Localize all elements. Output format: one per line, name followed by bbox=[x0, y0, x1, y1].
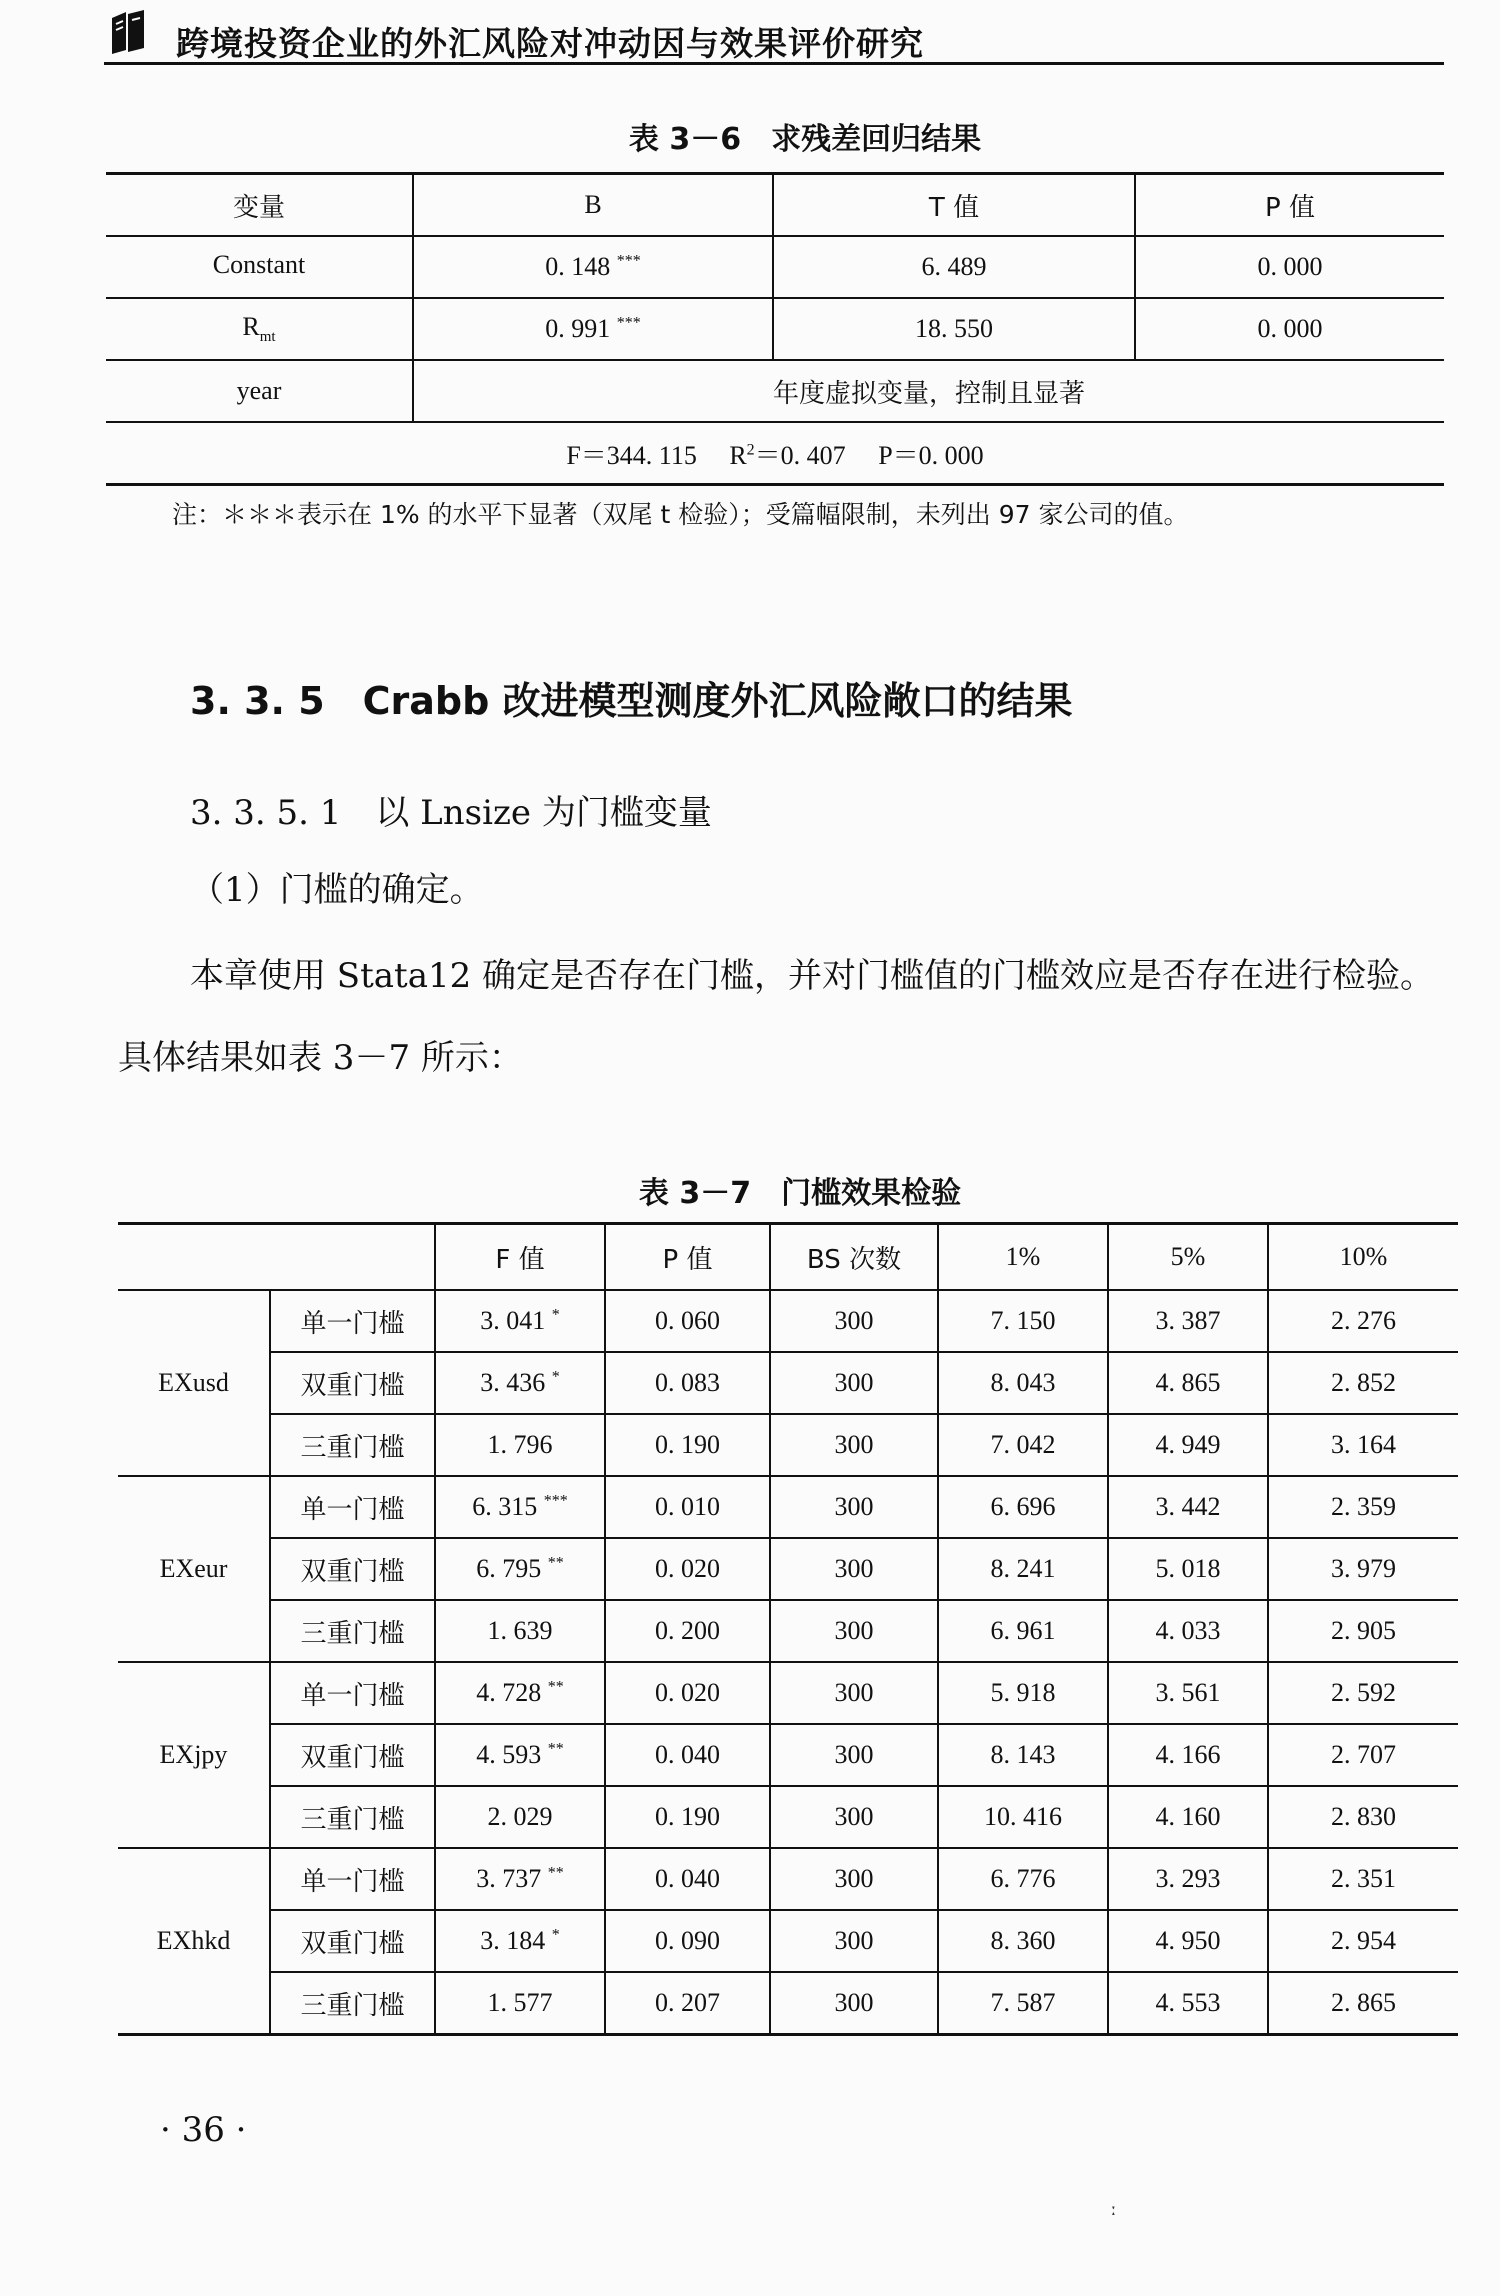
threshold-type: 三重门槛 bbox=[270, 1786, 435, 1848]
critical-10pct-cell: 2. 592 bbox=[1268, 1662, 1458, 1724]
empty-header-cell bbox=[118, 1224, 435, 1291]
critical-5pct-cell: 4. 865 bbox=[1108, 1352, 1268, 1414]
t-value-cell: 6. 489 bbox=[773, 236, 1135, 298]
f-value-cell: 3. 184 * bbox=[435, 1910, 605, 1972]
critical-5pct-cell: 4. 949 bbox=[1108, 1414, 1268, 1476]
table-row bbox=[118, 1662, 1458, 1724]
coef-b-cell: 0. 148 *** bbox=[413, 236, 773, 298]
critical-10pct-cell: 2. 865 bbox=[1268, 1972, 1458, 2035]
f-value-cell: 4. 593 ** bbox=[435, 1724, 605, 1786]
critical-1pct-cell: 8. 241 bbox=[938, 1538, 1108, 1600]
scan-mark: ː bbox=[1110, 2196, 1117, 2220]
column-header: T 值 bbox=[773, 174, 1135, 237]
critical-5pct-cell: 5. 018 bbox=[1108, 1538, 1268, 1600]
p-value-cell: 0. 200 bbox=[605, 1600, 770, 1662]
t-value-cell: 18. 550 bbox=[773, 298, 1135, 360]
p-value-cell: 0. 040 bbox=[605, 1724, 770, 1786]
table-3-6-note: 注：＊＊＊表示在 1% 的水平下显著（双尾 t 检验）；受篇幅限制，未列出 97 家公司的值。 bbox=[172, 500, 1189, 529]
list-item-heading: （1）门槛的确定。 bbox=[190, 870, 484, 910]
column-header: B bbox=[413, 174, 773, 237]
critical-1pct-cell: 10. 416 bbox=[938, 1786, 1108, 1848]
group-label: EXeur bbox=[118, 1476, 270, 1662]
bs-count-cell: 300 bbox=[770, 1414, 938, 1476]
critical-5pct-cell: 4. 033 bbox=[1108, 1600, 1268, 1662]
r-squared: $R^2=0$. 407 bbox=[729, 440, 846, 470]
bs-count-cell: 300 bbox=[770, 1352, 938, 1414]
p-value-cell: 0. 000 bbox=[1135, 298, 1444, 360]
critical-10pct-cell: 2. 905 bbox=[1268, 1600, 1458, 1662]
p-value-cell: 0. 000 bbox=[1135, 236, 1444, 298]
p-value-cell: 0. 010 bbox=[605, 1476, 770, 1538]
bs-count-cell: 300 bbox=[770, 1290, 938, 1352]
critical-1pct-cell: 5. 918 bbox=[938, 1662, 1108, 1724]
p-value-cell: 0. 190 bbox=[605, 1414, 770, 1476]
critical-10pct-cell: 2. 351 bbox=[1268, 1848, 1458, 1910]
group-label: EXjpy bbox=[118, 1662, 270, 1848]
table-3-6-caption: 表 3－6 求残差回归结果 bbox=[628, 122, 982, 157]
critical-1pct-cell: 7. 587 bbox=[938, 1972, 1108, 2035]
critical-5pct-cell: 4. 553 bbox=[1108, 1972, 1268, 2035]
critical-10pct-cell: 2. 276 bbox=[1268, 1290, 1458, 1352]
f-value-cell: 6. 795 ** bbox=[435, 1538, 605, 1600]
table-row bbox=[118, 1972, 1458, 2035]
bs-count-cell: 300 bbox=[770, 1910, 938, 1972]
critical-1pct-cell: 7. 150 bbox=[938, 1290, 1108, 1352]
threshold-type: 单一门槛 bbox=[270, 1662, 435, 1724]
critical-1pct-cell: 8. 360 bbox=[938, 1910, 1108, 1972]
row-variable: Constant bbox=[106, 236, 413, 298]
column-header: BS 次数 bbox=[770, 1224, 938, 1291]
critical-1pct-cell: 7. 042 bbox=[938, 1414, 1108, 1476]
f-value-cell: 4. 728 ** bbox=[435, 1662, 605, 1724]
page-number: · 36 · bbox=[160, 2110, 247, 2150]
threshold-type: 三重门槛 bbox=[270, 1414, 435, 1476]
bs-count-cell: 300 bbox=[770, 1786, 938, 1848]
row-variable: year bbox=[106, 360, 413, 422]
stats-row bbox=[106, 422, 1444, 485]
bs-count-cell: 300 bbox=[770, 1724, 938, 1786]
header-rule bbox=[104, 62, 1444, 65]
table-row bbox=[118, 1848, 1458, 1910]
table-row bbox=[118, 1910, 1458, 1972]
column-header: 变量 bbox=[106, 174, 413, 237]
threshold-type: 单一门槛 bbox=[270, 1476, 435, 1538]
column-header: 10% bbox=[1268, 1224, 1458, 1291]
threshold-type: 单一门槛 bbox=[270, 1848, 435, 1910]
f-value-cell: 3. 737 ** bbox=[435, 1848, 605, 1910]
threshold-type: 三重门槛 bbox=[270, 1972, 435, 2035]
table-header-row bbox=[106, 174, 1444, 237]
group-label: EXusd bbox=[118, 1290, 270, 1476]
table-3-7 bbox=[118, 1222, 1458, 2036]
p-stat: P＝0. 000 bbox=[878, 440, 984, 470]
table-3-6 bbox=[106, 172, 1444, 486]
critical-10pct-cell: 2. 359 bbox=[1268, 1476, 1458, 1538]
group-label: EXhkd bbox=[118, 1848, 270, 2035]
table-row bbox=[118, 1538, 1458, 1600]
f-value-cell: 1. 577 bbox=[435, 1972, 605, 2035]
bs-count-cell: 300 bbox=[770, 1662, 938, 1724]
critical-10pct-cell: 3. 164 bbox=[1268, 1414, 1458, 1476]
coef-b-cell: 0. 991 *** bbox=[413, 298, 773, 360]
row-variable: $R_{mt}$ bbox=[106, 298, 413, 360]
table-row bbox=[118, 1476, 1458, 1538]
critical-1pct-cell: 6. 696 bbox=[938, 1476, 1108, 1538]
critical-10pct-cell: 2. 954 bbox=[1268, 1910, 1458, 1972]
table-row bbox=[118, 1724, 1458, 1786]
column-header: P 值 bbox=[605, 1224, 770, 1291]
column-header: P 值 bbox=[1135, 174, 1444, 237]
running-header-title: 跨境投资企业的外汇风险对冲动因与效果评价研究 bbox=[176, 24, 924, 63]
critical-5pct-cell: 4. 166 bbox=[1108, 1724, 1268, 1786]
f-value-cell: 6. 315 *** bbox=[435, 1476, 605, 1538]
bs-count-cell: 300 bbox=[770, 1972, 938, 2035]
f-value-cell: 3. 436 * bbox=[435, 1352, 605, 1414]
table-row bbox=[118, 1290, 1458, 1352]
table-row bbox=[106, 236, 1444, 298]
critical-10pct-cell: 3. 979 bbox=[1268, 1538, 1458, 1600]
p-value-cell: 0. 090 bbox=[605, 1910, 770, 1972]
table-row bbox=[118, 1786, 1458, 1848]
critical-1pct-cell: 6. 961 bbox=[938, 1600, 1108, 1662]
table-row bbox=[118, 1414, 1458, 1476]
critical-5pct-cell: 3. 387 bbox=[1108, 1290, 1268, 1352]
critical-5pct-cell: 4. 950 bbox=[1108, 1910, 1268, 1972]
critical-1pct-cell: 6. 776 bbox=[938, 1848, 1108, 1910]
p-value-cell: 0. 083 bbox=[605, 1352, 770, 1414]
critical-10pct-cell: 2. 707 bbox=[1268, 1724, 1458, 1786]
column-header: F 值 bbox=[435, 1224, 605, 1291]
p-value-cell: 0. 060 bbox=[605, 1290, 770, 1352]
column-header: 5% bbox=[1108, 1224, 1268, 1291]
subsection-heading: 3. 3. 5. 1 以 Lnsize 为门槛变量 bbox=[190, 793, 712, 833]
f-value-cell: 2. 029 bbox=[435, 1786, 605, 1848]
table-3-7-body bbox=[118, 1224, 1458, 2035]
table-row bbox=[106, 298, 1444, 360]
critical-1pct-cell: 8. 043 bbox=[938, 1352, 1108, 1414]
year-note-cell: 年度虚拟变量，控制且显著 bbox=[413, 360, 1444, 422]
threshold-type: 双重门槛 bbox=[270, 1352, 435, 1414]
bs-count-cell: 300 bbox=[770, 1848, 938, 1910]
critical-10pct-cell: 2. 852 bbox=[1268, 1352, 1458, 1414]
f-value-cell: 1. 796 bbox=[435, 1414, 605, 1476]
f-stat: F＝344. 115 bbox=[566, 440, 697, 470]
bs-count-cell: 300 bbox=[770, 1600, 938, 1662]
table-row bbox=[106, 360, 1444, 422]
p-value-cell: 0. 190 bbox=[605, 1786, 770, 1848]
critical-1pct-cell: 8. 143 bbox=[938, 1724, 1108, 1786]
threshold-type: 三重门槛 bbox=[270, 1600, 435, 1662]
f-value-cell: 1. 639 bbox=[435, 1600, 605, 1662]
book-logo-icon bbox=[104, 10, 150, 56]
bs-count-cell: 300 bbox=[770, 1538, 938, 1600]
body-paragraph: 本章使用 Stata12 确定是否存在门槛，并对门槛值的门槛效应是否存在进行检验。具体结果如表 3－7 所示： bbox=[118, 956, 1435, 1078]
column-header: 1% bbox=[938, 1224, 1108, 1291]
threshold-type: 双重门槛 bbox=[270, 1538, 435, 1600]
p-value-cell: 0. 040 bbox=[605, 1848, 770, 1910]
p-value-cell: 0. 020 bbox=[605, 1538, 770, 1600]
f-value-cell: 3. 041 * bbox=[435, 1290, 605, 1352]
bs-count-cell: 300 bbox=[770, 1476, 938, 1538]
critical-5pct-cell: 3. 561 bbox=[1108, 1662, 1268, 1724]
threshold-type: 单一门槛 bbox=[270, 1290, 435, 1352]
threshold-type: 双重门槛 bbox=[270, 1724, 435, 1786]
section-heading: 3. 3. 5 Crabb 改进模型测度外汇风险敞口的结果 bbox=[190, 679, 1073, 723]
p-value-cell: 0. 020 bbox=[605, 1662, 770, 1724]
threshold-type: 双重门槛 bbox=[270, 1910, 435, 1972]
critical-10pct-cell: 2. 830 bbox=[1268, 1786, 1458, 1848]
table-row bbox=[118, 1600, 1458, 1662]
critical-5pct-cell: 3. 293 bbox=[1108, 1848, 1268, 1910]
model-stats-cell bbox=[106, 422, 1444, 485]
table-3-7-caption: 表 3－7 门槛效果检验 bbox=[638, 1176, 962, 1211]
table-header-row bbox=[118, 1224, 1458, 1291]
table-row bbox=[118, 1352, 1458, 1414]
p-value-cell: 0. 207 bbox=[605, 1972, 770, 2035]
critical-5pct-cell: 4. 160 bbox=[1108, 1786, 1268, 1848]
critical-5pct-cell: 3. 442 bbox=[1108, 1476, 1268, 1538]
